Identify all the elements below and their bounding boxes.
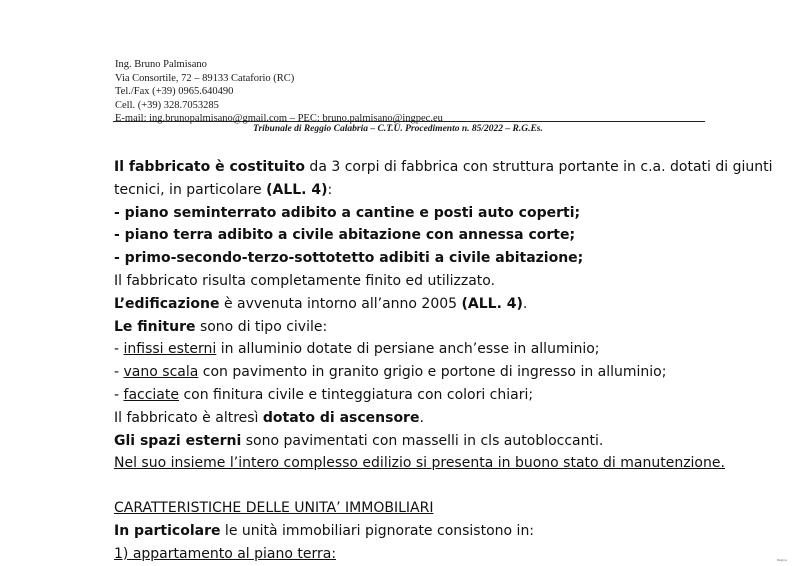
allegato-ref: (ALL. 4) (266, 181, 328, 198)
author-email: E-mail: ing.brunopalmisano@gmail.com – PEC: bruno.palmisano@ingpec.eu (115, 113, 443, 124)
paragraph-particolare: In particolare le unità immobiliari pignorate consistono in: (114, 522, 535, 539)
list-item-piano-terra: - piano terra adibito a civile abitazione con annessa corte; (114, 227, 576, 244)
paragraph-finiture: Le finiture sono di tipo civile: (114, 318, 328, 335)
finiture-vano-scala: - vano scala con pavimento in granito grigio e portone di ingresso in alluminio; (114, 364, 667, 381)
list-item-seminterrato: - piano seminterrato adibito a cantine e posti auto coperti; (114, 204, 581, 221)
court-reference: Tribunale di Reggio Calabria – C.T.U. Procedimento n. 85/2022 – R.G.Es. (253, 124, 543, 134)
document-body (114, 156, 773, 566)
finiture-facciate: - facciate con finitura civile e tinteggiatura con colori chiari; (114, 386, 534, 403)
allegato-ref: (ALL. 4) (461, 295, 523, 312)
paragraph-fabbricato: Il fabbricato è costituito da 3 corpi di fabbrica con struttura portante in c.a. dotati di giunti (114, 159, 773, 175)
paragraph-ascensore: Il fabbricato è altresì dotato di ascensore. (114, 409, 424, 426)
author-cell: Cell. (+39) 328.7053285 (115, 99, 219, 111)
list-item-piani-superiori: - primo-secondo-terzo-sottotetto adibiti a civile abitazione; (114, 250, 584, 267)
finiture-infissi: - infissi esterni in alluminio dotate di persiane anch’esse in alluminio; (114, 341, 600, 358)
author-name: Ing. Bruno Palmisano (115, 59, 207, 70)
paragraph-insieme: Nel suo insieme l’intero complesso edilizio si presenta in buono stato di manutenzione. (114, 455, 725, 472)
paragraph-edificazione: L’edificazione è avvenuta intorno all’anno 2005 (ALL. 4). (114, 295, 528, 312)
subheading-appartamento: 1) appartamento al piano terra: (114, 545, 337, 562)
author-address: Via Consortile, 72 – 89133 Cataforio (RC) (115, 72, 295, 84)
fabbricato-heading: Il fabbricato è costituito (114, 159, 305, 175)
section-heading-caratteristiche: CARATTERISTICHE DELLE UNITA’ IMMOBILIARI (114, 500, 434, 517)
author-telfax: Tel./Fax (+39) 0965.640490 (115, 86, 234, 97)
paragraph-fabbricato-cont: tecnici, in particolare (ALL. 4): (114, 181, 333, 198)
letterhead (115, 58, 443, 126)
paragraph-finito: Il fabbricato risulta completamente finito ed utilizzato. (114, 272, 496, 289)
spacer (114, 475, 714, 497)
page-mark: Pagina (777, 558, 787, 562)
header-divider (113, 121, 705, 122)
paragraph-spazi-esterni: Gli spazi esterni sono pavimentati con masselli in cls autobloccanti. (114, 432, 604, 449)
